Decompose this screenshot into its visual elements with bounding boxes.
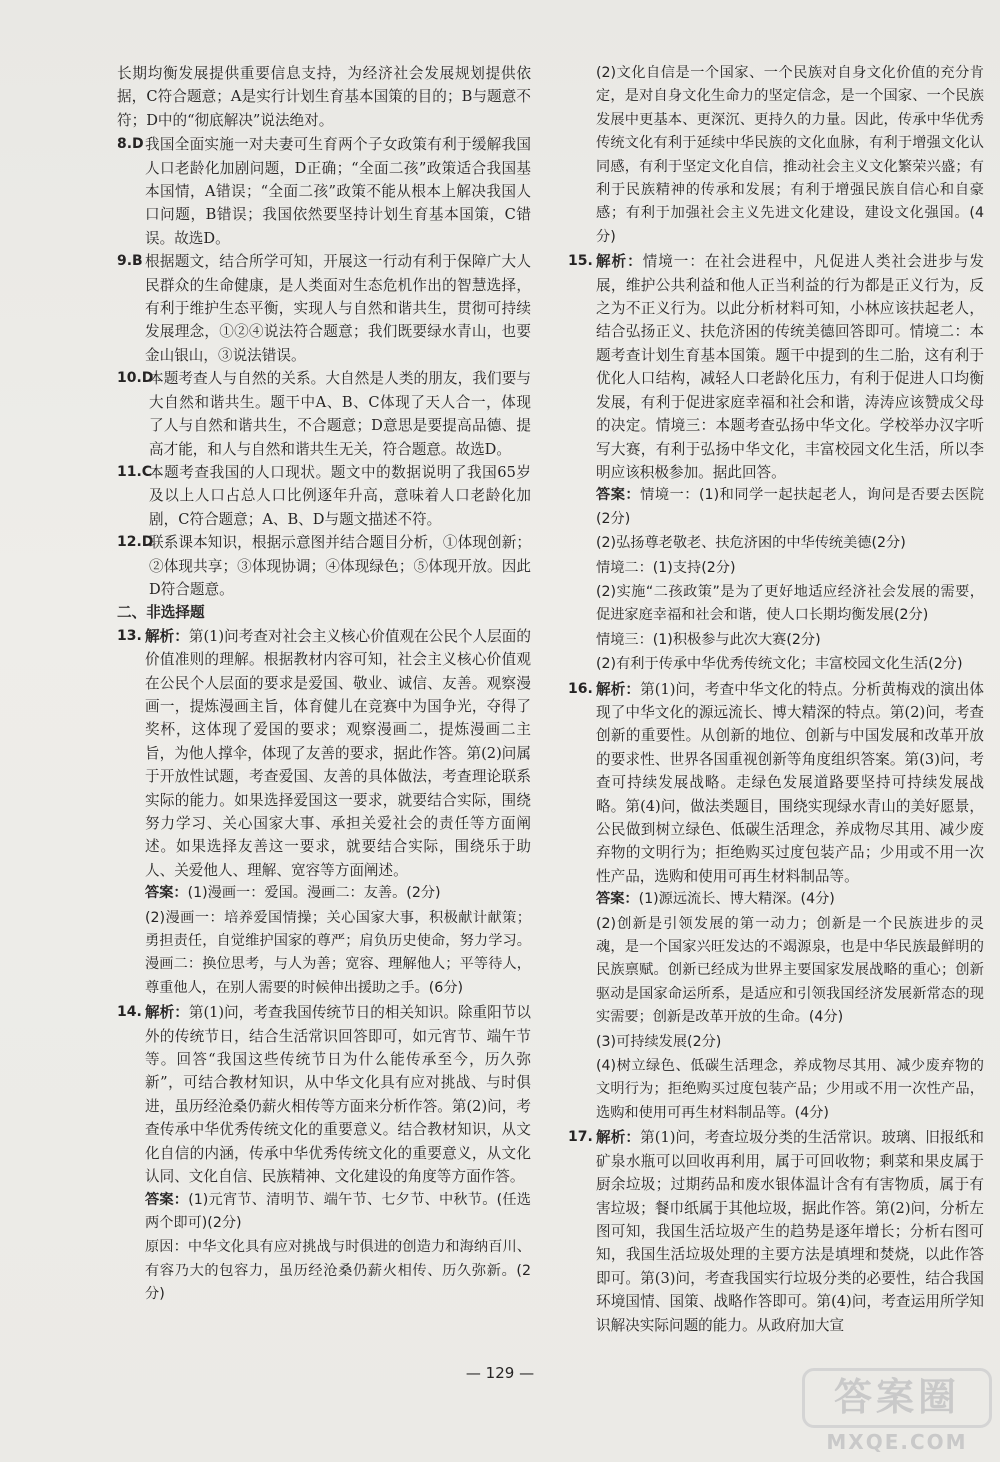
question-16 xyxy=(568,678,984,889)
question-number: 12.D xyxy=(117,534,154,551)
answer-line: (2)有利于传承中华优秀传统文化；丰富校园文化生活(2分) xyxy=(596,656,963,673)
answer-text: (1)漫画一：爱国。漫画二：友善。(2分) xyxy=(187,885,441,902)
analysis-label: 解析： xyxy=(145,627,189,645)
question-text: 联系课本知识，根据示意图并结合题目分析，①体现创新；②体现共享；③体现协调；④体现绿色；⑤体现开放。因此D符合题意。 xyxy=(149,534,531,598)
answer-line: (2)创新是引领发展的第一动力；创新是一个民族进步的灵魂，是一个国家兴旺发达的不竭源泉，也是中华民族最鲜明的民族禀赋。创新已经成为世界主要国家发展战略的重心；创新驱动是国家命运所系，是适应和引领我国经济发展新常态的现实需要；创新是改革开放的生命。(4分) xyxy=(596,915,984,1026)
analysis-label: 解析： xyxy=(596,253,643,271)
answer-label: 答案： xyxy=(145,885,188,902)
question-8 xyxy=(117,133,531,250)
answer-line: (2)弘扬尊老敬老、扶危济困的中华传统美德(2分) xyxy=(596,535,906,552)
question-9 xyxy=(117,250,531,367)
analysis-text: 第(1)问，考查我国传统节日的相关知识。除重阳节以外的传统节日，结合生活常识回答即可，如元宵节、端午节等。回答“我国这些传统节日为什么能传承至今，历久弥新”，可结合教材知识，从中华文化具有应对挑战、与时俱进，虽历经沧桑仍薪火相传等方面来分析作答。第(2)问，考查传承中华优秀传统文化的重要意义。结合教材知识，从文化自信的内涵，传承中华优秀传统文化的重要意义，从文化认同、文化自信、民族精神、文化建设的角度等方面作答。 xyxy=(145,1004,531,1186)
analysis-label: 解析： xyxy=(596,1129,641,1147)
watermark-url: MXQE.COM xyxy=(826,1430,968,1454)
question-number: 8.D xyxy=(117,136,144,153)
analysis-label: 解析： xyxy=(145,1004,189,1022)
left-column xyxy=(117,62,531,1308)
question-number: 17. xyxy=(568,1129,593,1146)
section-heading: 二、非选择题 xyxy=(117,604,205,622)
analysis-label: 解析： xyxy=(596,680,641,698)
question-number: 16. xyxy=(568,680,593,697)
question-analysis xyxy=(596,1126,984,1337)
question-number: 9.B xyxy=(117,253,143,270)
question-text: 根据题文，结合所学可知，开展这一行动有利于保障广大人民群众的生命健康，是人类面对生态危机作出的智慧选择，有利于维护生态平衡，实现人与自然和谐共生，贯彻可持续发展理念，①②④说法符合题意；我们既要绿水青山，也要金山银山，③说法错误。 xyxy=(145,253,531,364)
analysis-text: 第(1)问考查对社会主义核心价值观在公民个人层面的价值准则的理解。根据教材内容可知，社会主义核心价值观在公民个人层面的要求是爱国、敬业、诚信、友善。观察漫画一，提炼漫画主旨，体育健儿在竞赛中为国争光，夺得了奖杯，这体现了爱国的要求；观察漫画二，提炼漫画二主旨，为他人撑伞，体现了友善的要求，据此作答。第(2)问属于开放性试题，考查爱国、友善的具体做法，考查理论联系实际的能力。如果选择爱国这一要求，就要结合实际，围绕努力学习、关心国家大事、承担关爱社会的责任等方面阐述。如果选择友善这一要求，就要结合实际，围绕乐于助人、关爱他人、理解、宽容等方面阐述。 xyxy=(145,627,531,879)
answer-line xyxy=(117,1189,531,1236)
question-14 xyxy=(117,1001,531,1188)
question-analysis xyxy=(145,1001,531,1188)
question-number: 10.D xyxy=(117,370,154,387)
question-15 xyxy=(568,250,984,484)
answer-line: (2)实施“二孩政策”是为了更好地适应经济社会发展的需要，促进家庭幸福和社会和谐，使人口长期均衡发展(2分) xyxy=(596,583,984,624)
question-number: 11.C xyxy=(117,463,153,480)
question-number: 14. xyxy=(117,1004,142,1021)
question-11 xyxy=(117,461,531,531)
analysis-text: 第(1)问，考查中华文化的特点。分析黄梅戏的演出体现了中华文化的源远流长、博大精深的特点。第(2)问，考查创新的重要性。从创新的地位、创新与中国发展和改革开放的要求性、世界各国重视创新等角度组织答案。第(3)问，考查可持续发展战略。走绿色发展道路要坚持可持续发展战略。第(4)问，做法类题目，围绕实现绿水青山的美好愿景，公民做到树立绿色、低碳生活理念，养成物尽其用、减少废弃物的文明行为；拒绝购买过度包装产品；少用或不用一次性产品，选购和使用可再生材料制品等。 xyxy=(596,680,984,885)
answer-label: 答案： xyxy=(596,891,639,908)
answer-label: 答案： xyxy=(596,487,641,504)
question-analysis xyxy=(145,625,531,882)
answer-line: (2)漫画一：培养爱国情操；关心国家大事，积极献计献策；勇担责任，自觉维护国家的尊严；肩负历史使命，努力学习。漫画二：换位思考，与人为善；宽容、理解他人；平等待人，尊重他人，在别人需要的时候伸出援助之手。(6分) xyxy=(145,909,531,996)
answer-line xyxy=(568,484,984,531)
question-text: 我国全面实施一对夫妻可生育两个子女政策有利于缓解我国人口老龄化加剧问题，D正确；“全面二孩”政策适合我国基本国情，A错误；“全面二孩”政策不能从根本上解决我国人口问题，B错误；我国依然要坚持计划生育基本国策，C错误。故选D。 xyxy=(145,136,531,247)
question-10 xyxy=(117,367,531,461)
analysis-text: 第(1)问，考查垃圾分类的生活常识。玻璃、旧报纸和矿泉水瓶可以回收再利用，属于可回收物；剩菜和果皮属于厨余垃圾；过期药品和废水银体温计含有有害物质，属于有害垃圾；餐巾纸属于其他垃圾，据此作答。第(2)问，分析左图可知，我国生活垃圾产生的趋势是逐年增长；分析右图可知，我国生活垃圾处理的主要方法是填埋和焚烧，以此作答即可。第(3)问，考查我国实行垃圾分类的必要性，结合我国环境国情、国策、战略作答即可。第(4)问，考查运用所学知识解决实际问题的能力。从政府加大宣 xyxy=(596,1129,984,1334)
answer-text: (1)源远流长、博大精深。(4分) xyxy=(638,891,835,908)
page-number: — 129 — xyxy=(465,1364,535,1382)
watermark-logo-text: 答案圈 xyxy=(802,1368,992,1428)
watermark-logo xyxy=(802,1368,992,1456)
question-text: 本题考查人与自然的关系。大自然是人类的朋友，我们要与大自然和谐共生。题干中A、B、C体现了天人合一，体现了人与自然和谐共生，不合题意；D意思是要提高品德、提高才能，和人与自然和谐共生无关，符合题意。故选D。 xyxy=(149,370,531,458)
answer-line xyxy=(568,888,984,911)
right-column xyxy=(568,62,984,1337)
question-text: 本题考查我国的人口现状。题文中的数据说明了我国65岁及以上人口占总人口比例逐年升高，意味着人口老龄化加剧，C符合题意；A、B、D与题文描述不符。 xyxy=(149,463,531,528)
question-number: 13. xyxy=(117,627,142,644)
answer-line: 原因：中华文化具有应对挑战与时俱进的创造力和海纳百川、有容乃大的包容力，虽历经沧桑仍薪火相传、历久弥新。(2分) xyxy=(145,1239,531,1303)
answer-line: 情境三：(1)积极参与此次大赛(2分) xyxy=(596,631,821,648)
answer-line: (2)文化自信是一个国家、一个民族对自身文化价值的充分肯定，是对自身文化生命力的坚定信念，是一个国家、一个民族发展中更基本、更深沉、更持久的力量。因此，传承中华优秀传统文化有利于延续中华民族的文化血脉，有利于增强文化认同感，有利于坚定文化自信，推动社会主义文化繁荣兴盛；有利于民族精神的传承和发展；有利于增强民族自信心和自豪感；有利于加强社会主义先进文化建设，建设文化强国。(4分) xyxy=(596,65,984,245)
answer-line: (3)可持续发展(2分) xyxy=(596,1033,722,1050)
question-13 xyxy=(117,625,531,882)
answer-line xyxy=(117,882,531,905)
question-analysis xyxy=(596,678,984,889)
question-analysis xyxy=(596,250,984,484)
answer-line: (4)树立绿色、低碳生活理念，养成物尽其用、减少废弃物的文明行为；拒绝购买过度包装产品；少用或不用一次性产品，选购和使用可再生材料制品等。(4分) xyxy=(596,1058,984,1121)
question-17 xyxy=(568,1126,984,1337)
question-12 xyxy=(117,531,531,601)
analysis-text: 情境一：在社会进程中，凡促进人类社会进步与发展，维护公共利益和他人正当利益的行为都是正义行为，反之为不正义行为。以此分析材料可知，小林应该扶起老人，结合弘扬正义、扶危济困的传统美德回答即可。情境二：本题考查计划生育基本国策。题干中提到的生二胎，这有利于优化人口结构，减轻人口老龄化压力，有利于促进人口均衡发展，有利于促进家庭幸福和社会和谐，涛涛应该赞成父母的决定。情境三：本题考查弘扬中华文化。学校举办汉字听写大赛，有利于弘扬中华文化，丰富校园文化生活，所以李明应该积极参加。据此回答。 xyxy=(596,253,984,481)
answer-label: 答案： xyxy=(145,1191,189,1208)
question-number: 15. xyxy=(568,253,593,270)
answer-line: 情境二：(1)支持(2分) xyxy=(596,559,736,576)
answer-text: 情境一：(1)和同学一起扶起老人，询问是否要去医院(2分) xyxy=(596,487,984,527)
answer-text: (1)元宵节、清明节、端午节、七夕节、中秋节。(任选两个即可)(2分) xyxy=(145,1191,531,1231)
intro-paragraph: 长期均衡发展提供重要信息支持，为经济社会发展规划提供依据，C符合题意；A是实行计划生育基本国策的目的；B与题意不符；D中的“彻底解决”说法绝对。 xyxy=(117,65,531,129)
